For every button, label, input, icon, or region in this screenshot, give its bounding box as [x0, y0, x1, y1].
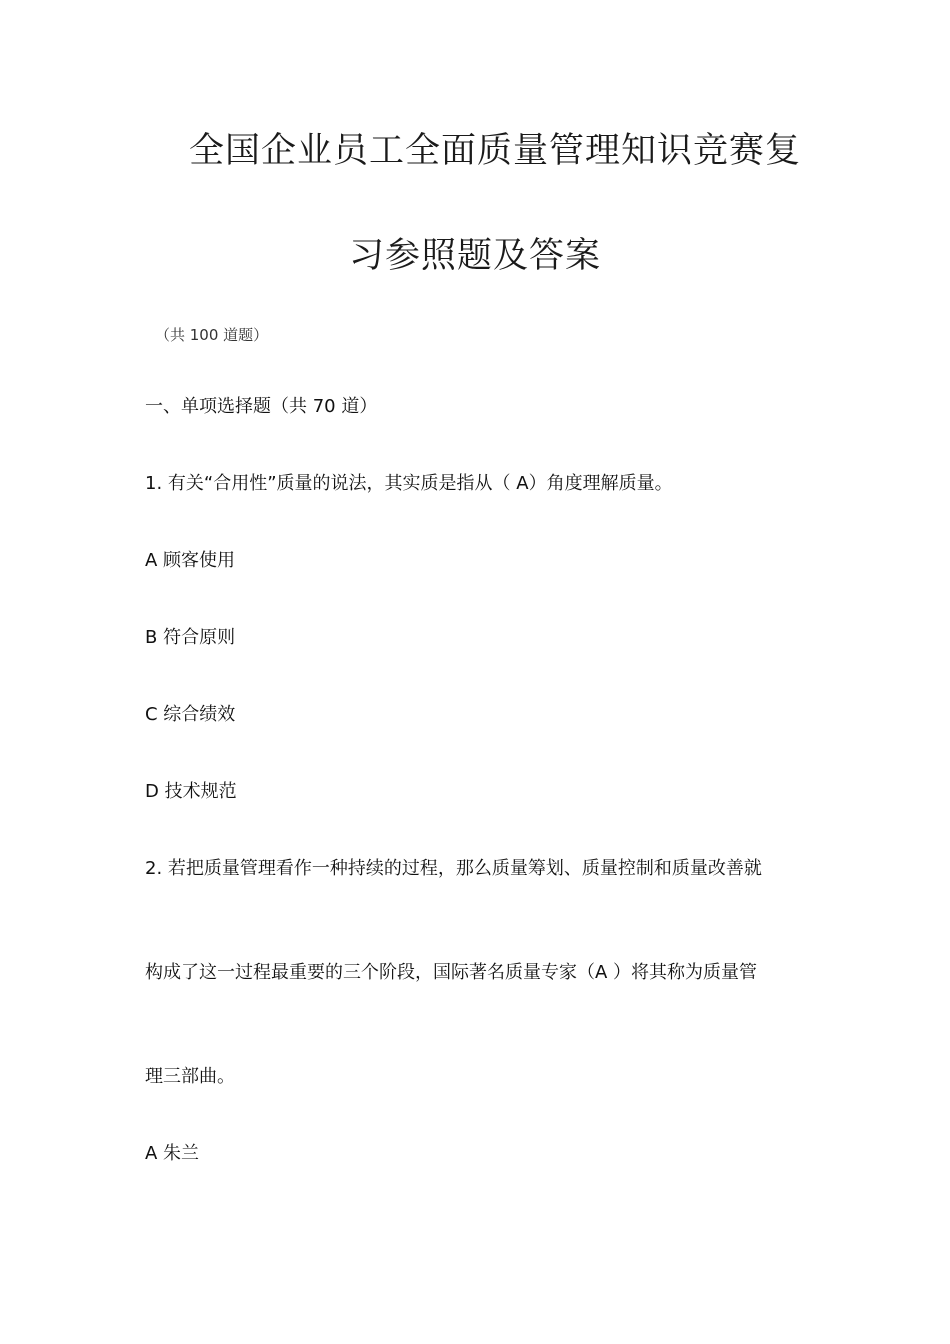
question-stem-line: 2. 若把质量管理看作一种持续的过程，那么质量筹划、质量控制和质量改善就 [145, 858, 762, 879]
answer-option: A 顾客使用 [145, 550, 236, 571]
question-stem-line: 理三部曲。 [145, 1066, 235, 1087]
answer-option: B 符合原则 [145, 627, 236, 648]
document-title-line-1: 全国企业员工全面质量管理知识竞赛复 [188, 131, 801, 171]
section-heading: 一、单项选择题（共 70 道） [145, 396, 378, 417]
document-title-line-2: 习参照题及答案 [348, 236, 601, 276]
question-stem-line: 构成了这一过程最重要的三个阶段，国际著名质量专家（A ）将其称为质量管 [145, 962, 758, 983]
question-count-note: （共 100 道题） [155, 326, 269, 344]
answer-option: C 综合绩效 [145, 704, 236, 725]
answer-option: D 技术规范 [145, 781, 237, 802]
question-stem-line: 1. 有关“合用性”质量的说法，其实质是指从（ A）角度理解质量。 [145, 473, 673, 494]
answer-option: A 朱兰 [145, 1143, 200, 1164]
